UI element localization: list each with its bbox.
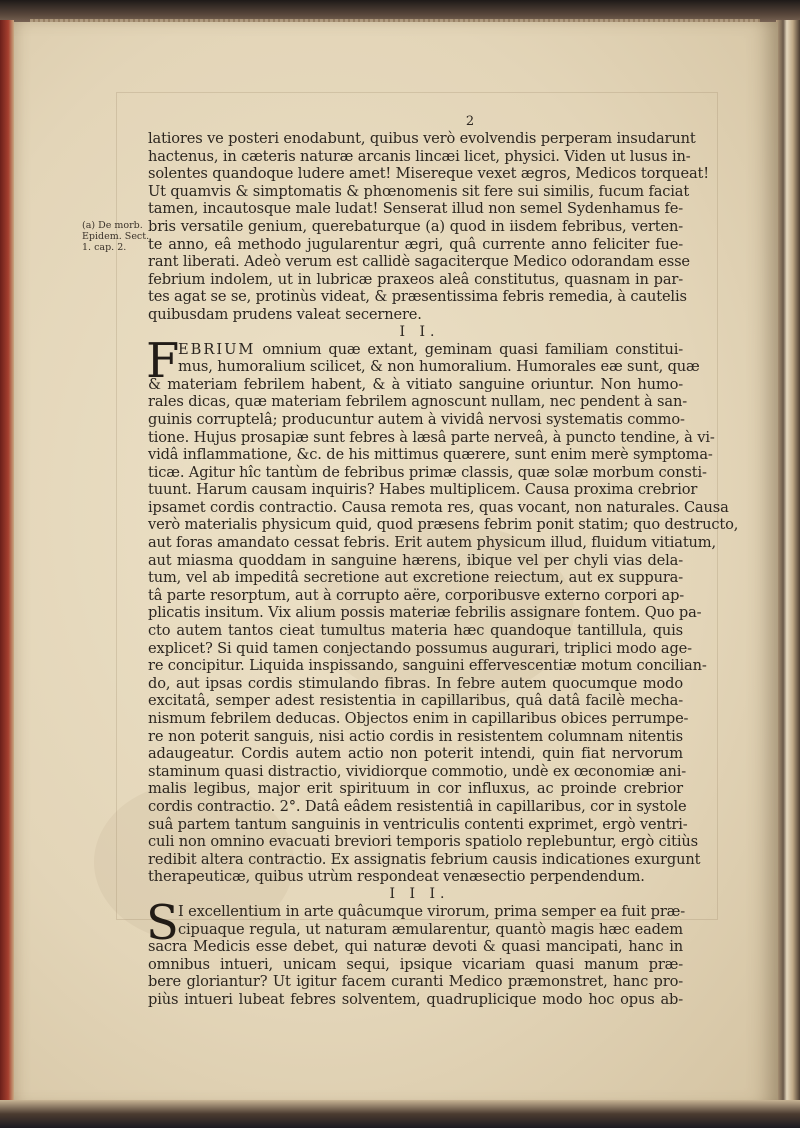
text-line: bris versatile genium, querebaturque (a) quod in iisdem febribus, verten- <box>148 217 683 235</box>
text-line: adaugeatur. Cordis autem actio non poterit intendi, quin fiat nervorum <box>148 745 683 763</box>
text-line: guinis corruptelâ; producuntur autem à vividâ nervosi systematis commo- <box>148 410 685 428</box>
text-line: ipsamet cordis contractio. Causa remota res, quas vocant, non naturales. Causa <box>148 498 729 516</box>
text-line: piùs intueri lubeat febres solventem, quadruplicique modo hoc opus ab- <box>148 990 683 1008</box>
text-line: excitatâ, semper adest resistentia in capillaribus, quâ datâ facilè mecha- <box>148 692 683 710</box>
text-line: cipuaque regula, ut naturam æmularentur, quantò magis hæc eadem <box>178 920 683 938</box>
text-line-rest: omnium quæ extant, geminam quasi familiam constitui- <box>255 340 683 358</box>
text-line: cordis contractio. 2°. Datâ eâdem resistentiâ in capillaribus, cor in systole <box>148 797 687 815</box>
text-line: malis legibus, major erit spirituum in cor influxus, ac proinde crebrior <box>148 780 683 798</box>
page-number: 2 <box>465 114 476 129</box>
drop-cap-letter: S <box>146 894 179 951</box>
text-line: tione. Hujus prosapiæ sunt febres à læsâ parte nerveâ, à puncto tendine, à vi- <box>148 428 715 446</box>
text-line: febrium indolem, ut in lubricæ praxeos aleâ constitutus, quasnam in par- <box>148 270 683 288</box>
drop-cap-letter: F <box>146 332 180 389</box>
text-line: do, aut ipsas cordis stimulando fibras. In febre autem quocumque modo <box>148 674 683 692</box>
text-line: omnibus intueri, unicam sequi, ipsique vicariam quasi manum præ- <box>148 955 683 973</box>
intro-paragraph <box>148 130 709 324</box>
section-heading-3: I I I. <box>389 885 450 902</box>
text-line: vidâ inflammatione, &c. de his mittimus quærere, sunt enim merè symptoma- <box>148 446 713 464</box>
book-left-edge <box>0 20 14 1128</box>
text-column <box>146 114 739 1009</box>
text-line: aut foras amandato cessat febris. Erit autem physicum illud, fluidum vitiatum, <box>148 534 716 552</box>
text-line: cto autem tantos cieat tumultus materia hæc quandoque tantillula, quis <box>148 622 683 640</box>
text-line: suâ partem tantum sanguinis in ventriculis contenti exprimet, ergò ventri- <box>148 815 688 833</box>
text-line: rales dicas, quæ materiam febrilem agnoscunt nullam, nec pendent à san- <box>148 393 687 411</box>
text-line <box>148 341 683 359</box>
text-line: tâ parte resorptum, aut à corrupto aëre, corporibusve externo corpori ap- <box>148 586 685 604</box>
text-line: tamen, incautosque male ludat! Senserat illud non semel Sydenhamus fe- <box>148 200 683 218</box>
section-heading-2: I I. <box>399 323 440 340</box>
text-line: explicet? Si quid tamen conjectando possumus augurari, triplici modo age- <box>148 639 692 657</box>
text-line: tes agat se se, protinùs videat, & præsentissima febris remedia, à cautelis <box>148 288 687 306</box>
text-line: Ut quamvis & simptomatis & phœnomenis sit fere sui similis, fucum faciat <box>148 182 690 200</box>
margin-note-line: 1. cap. 2. <box>82 242 127 253</box>
text-line: tuunt. Harum causam inquiris? Habes multiplicem. Causa proxima crebrior <box>148 481 698 499</box>
text-line: culi non omnino evacuati breviori temporis spatiolo replebuntur, ergò citiùs <box>148 833 698 851</box>
text-line: sacra Medicis esse debet, qui naturæ devoti & quasi mancipati, hanc in <box>148 938 683 956</box>
text-line: latiores ve posteri enodabunt, quibus verò evolvendis perperam insudarunt <box>148 130 696 147</box>
section-2-paragraph <box>146 332 739 886</box>
text-line: bere gloriantur? Ut igitur facem curanti Medico præmonstret, hanc pro- <box>148 973 683 991</box>
section-3-paragraph <box>146 894 686 1009</box>
text-line: therapeuticæ, quibus utrùm respondeat venæsectio perpendendum. <box>148 868 645 886</box>
text-line: plicatis insitum. Vix alium possis materiæ febrilis assignare fontem. Quo pa- <box>148 604 702 622</box>
text-line: re non poterit sanguis, nisi actio cordis in resistentem columnam nitentis <box>148 727 683 745</box>
text-line: re concipitur. Liquida inspissando, sanguini effervescentiæ motum concilian- <box>148 657 707 675</box>
book-bottom-edge <box>0 1100 800 1128</box>
margin-note-line: (a) De morb. <box>82 220 143 231</box>
text-line: te anno, eâ methodo jugularentur ægri, quâ currente anno feliciter fue- <box>148 235 683 253</box>
margin-note <box>82 220 152 253</box>
margin-note-line: Epidem. Sect. <box>82 231 150 242</box>
text-line: verò materialis physicum quid, quod præsens febrim ponit statim; quo destructo, <box>148 516 739 534</box>
text-line: mus, humoralium scilicet, & non humoralium. Humorales eæ sunt, quæ <box>178 358 700 376</box>
text-line: rant liberati. Adeò verum est callidè sagaciterque Medico odorandam esse <box>148 253 690 271</box>
text-line: tum, vel ab impeditâ secretione aut excretione reiectum, aut ex suppura- <box>148 569 683 587</box>
text-line: staminum quasi distractio, vividiorque commotio, undè ex œconomiæ ani- <box>148 762 687 780</box>
text-line: nismum febrilem deducas. Objectos enim in capillaribus obices perrumpe- <box>148 710 689 727</box>
text-line: aut miasma quoddam in sanguine hærens, ibique vel per chyli vias dela- <box>148 551 683 569</box>
text-line: ticæ. Agitur hîc tantùm de febribus primæ classis, quæ solæ morbum consti- <box>148 463 707 481</box>
first-word: EBRIUM <box>178 340 256 358</box>
text-line: quibusdam prudens valeat secernere. <box>148 305 422 323</box>
text-line: redibit altera contractio. Ex assignatis febrium causis indicationes exurgunt <box>148 850 701 868</box>
text-line: I excellentium in arte quâcumque virorum, prima semper ea fuit præ- <box>178 902 686 920</box>
book-right-edge <box>776 20 800 1128</box>
text-line: solentes quandoque ludere amet! Misereque vexet ægros, Medicos torqueat! <box>148 165 709 183</box>
text-line: hactenus, in cæteris naturæ arcanis lincæi licet, physici. Viden ut lusus in- <box>148 147 691 165</box>
text-line: & materiam febrilem habent, & à vitiato sanguine oriuntur. Non humo- <box>148 375 683 393</box>
